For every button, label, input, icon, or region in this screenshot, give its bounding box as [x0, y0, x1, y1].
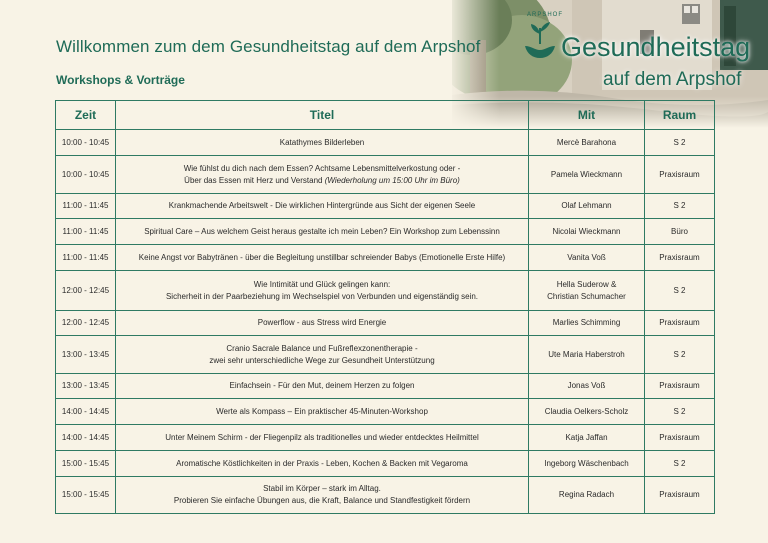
cell-room: S 2 — [645, 194, 715, 219]
cell-presenter — [529, 245, 645, 271]
cell-presenter — [529, 451, 645, 477]
title-line: Sicherheit in der Paarbeziehung im Wechselspiel von Verbunden und eigenständig sein. — [165, 291, 479, 301]
presenter-name: Ingeborg Wäschenbach — [544, 458, 629, 468]
cell-time: 10:00 - 10:45 — [56, 156, 116, 194]
table-row — [56, 477, 715, 514]
cell-title — [116, 374, 529, 399]
table-row — [56, 399, 715, 425]
title-line: Stabil im Körper – stark im Alltag. — [263, 484, 381, 493]
cell-presenter — [529, 130, 645, 156]
table-header-row — [56, 101, 715, 130]
presenter-name: Claudia Oelkers-Scholz — [544, 406, 629, 416]
cell-title — [116, 336, 529, 374]
cell-presenter — [529, 336, 645, 374]
presenter-name: Vanita Voß — [567, 252, 606, 262]
title-line: Krankmachende Arbeitswelt - Die wirklichen Hintergründe aus Sicht der eigenen Seele — [168, 201, 476, 210]
header-with: Mit — [529, 101, 645, 130]
table-row — [56, 425, 715, 451]
title-line: Einfachsein - Für den Mut, deinem Herzen zu folgen — [229, 381, 415, 390]
presenter-name: Marlies Schimming — [552, 318, 621, 327]
cell-presenter — [529, 477, 645, 514]
event-logo — [523, 12, 753, 98]
cell-time: 13:00 - 13:45 — [56, 374, 116, 399]
cell-room: S 2 — [645, 271, 715, 311]
presenter-name: Mercè Barahona — [556, 137, 617, 147]
cell-time: 15:00 - 15:45 — [56, 451, 116, 477]
schedule-table — [55, 100, 715, 514]
cell-time: 15:00 - 15:45 — [56, 477, 116, 514]
logo-title: Gesundheitstag — [561, 32, 751, 62]
cell-title — [116, 451, 529, 477]
table-row — [56, 271, 715, 311]
cell-room: Praxisraum — [645, 477, 715, 514]
cell-presenter — [529, 374, 645, 399]
title-line: Werte als Kompass – Ein praktischer 45-Minuten-Workshop — [216, 406, 428, 416]
cell-room: Praxisraum — [645, 245, 715, 271]
table-row — [56, 130, 715, 156]
presenter-name: Hella Suderow & — [556, 279, 617, 289]
cell-time: 13:00 - 13:45 — [56, 336, 116, 374]
cell-title — [116, 245, 529, 271]
cell-title — [116, 194, 529, 219]
cell-title — [116, 311, 529, 336]
title-line: Probieren Sie einfache Übungen aus, die Kraft, Balance und Standfestigkeit fördern — [173, 496, 471, 505]
title-line: Unter Meinem Schirm - der Fliegenpilz als traditionelles und wieder entdecktes Heilmittel — [165, 432, 479, 442]
title-line: Wie fühlst du dich nach dem Essen? Achtsame Lebensmittelverkostung oder - — [183, 163, 461, 173]
cell-time: 11:00 - 11:45 — [56, 219, 116, 245]
cell-presenter — [529, 311, 645, 336]
title-text: Über das Essen mit Herz und Verstand — [184, 175, 323, 185]
title-line: zwei sehr unterschiedliche Wege zur Gesundheit Unterstützung — [209, 355, 435, 365]
title-line: Spiritual Care – Aus welchem Geist heraus gestalte ich mein Leben? Ein Workshop zum Lebenssinn — [144, 226, 500, 236]
title-line: Powerflow - aus Stress wird Energie — [257, 318, 387, 327]
cell-presenter — [529, 425, 645, 451]
logo-arc-text: ARPSHOF — [527, 12, 564, 18]
presenter-name: Regina Radach — [558, 490, 615, 499]
title-line: Keine Angst vor Babytränen - über die Begleitung unstillbar schreiender Babys (Emotionelle Erste Hilfe) — [138, 252, 506, 262]
title-line: Aromatische Köstlichkeiten in der Praxis - Leben, Kochen & Backen mit Vegaroma — [176, 458, 468, 468]
cell-room: Praxisraum — [645, 425, 715, 451]
cell-title — [116, 271, 529, 311]
cell-title — [116, 425, 529, 451]
hands-plant-icon — [523, 22, 557, 62]
cell-room: S 2 — [645, 399, 715, 425]
presenter-name: Olaf Lehmann — [561, 201, 612, 210]
title-line: Wie Intimität und Glück gelingen kann: — [253, 279, 391, 289]
table-row — [56, 219, 715, 245]
cell-time: 10:00 - 10:45 — [56, 130, 116, 156]
cell-time: 14:00 - 14:45 — [56, 425, 116, 451]
presenter-name: Nicolai Wieckmann — [552, 226, 621, 236]
cell-room: S 2 — [645, 451, 715, 477]
title-line: Katathymes Bilderleben — [279, 137, 365, 147]
table-row — [56, 374, 715, 399]
logo-subtitle: auf dem Arpshof — [603, 69, 742, 90]
cell-presenter — [529, 156, 645, 194]
cell-time: 11:00 - 11:45 — [56, 194, 116, 219]
table-row — [56, 194, 715, 219]
cell-title — [116, 156, 529, 194]
cell-room: Praxisraum — [645, 156, 715, 194]
cell-presenter — [529, 194, 645, 219]
table-row — [56, 311, 715, 336]
presenter-name: Christian Schumacher — [547, 291, 626, 301]
cell-room: Praxisraum — [645, 311, 715, 336]
title-line: Cranio Sacrale Balance und Fußreflexzonentherapie - — [226, 343, 418, 353]
title-note: (Wiederholung um 15:00 Uhr im Büro) — [324, 175, 460, 185]
cell-time: 12:00 - 12:45 — [56, 271, 116, 311]
table-row — [56, 156, 715, 194]
cell-room: S 2 — [645, 130, 715, 156]
table-row — [56, 245, 715, 271]
cell-room: Praxisraum — [645, 374, 715, 399]
table-row — [56, 451, 715, 477]
table-row — [56, 336, 715, 374]
presenter-name: Jonas Voß — [567, 381, 606, 390]
cell-time: 14:00 - 14:45 — [56, 399, 116, 425]
cell-title — [116, 477, 529, 514]
title-line — [120, 175, 524, 187]
cell-room: S 2 — [645, 336, 715, 374]
presenter-name: Pamela Wieckmann — [550, 169, 623, 179]
presenter-name: Ute Maria Haberstroh — [548, 349, 625, 359]
table-body — [56, 130, 715, 514]
header-time: Zeit — [56, 101, 116, 130]
cell-presenter — [529, 271, 645, 311]
page-title: Willkommen zum dem Gesundheitstag auf dem Arpshof — [56, 37, 481, 56]
header-title: Titel — [116, 101, 529, 130]
cell-title — [116, 219, 529, 245]
section-title: Workshops & Vorträge — [56, 73, 185, 87]
cell-time: 12:00 - 12:45 — [56, 311, 116, 336]
cell-title — [116, 399, 529, 425]
cell-presenter — [529, 219, 645, 245]
header-room: Raum — [645, 101, 715, 130]
cell-time: 11:00 - 11:45 — [56, 245, 116, 271]
cell-room: Büro — [645, 219, 715, 245]
cell-presenter — [529, 399, 645, 425]
presenter-name: Katja Jaffan — [565, 432, 608, 442]
cell-title — [116, 130, 529, 156]
